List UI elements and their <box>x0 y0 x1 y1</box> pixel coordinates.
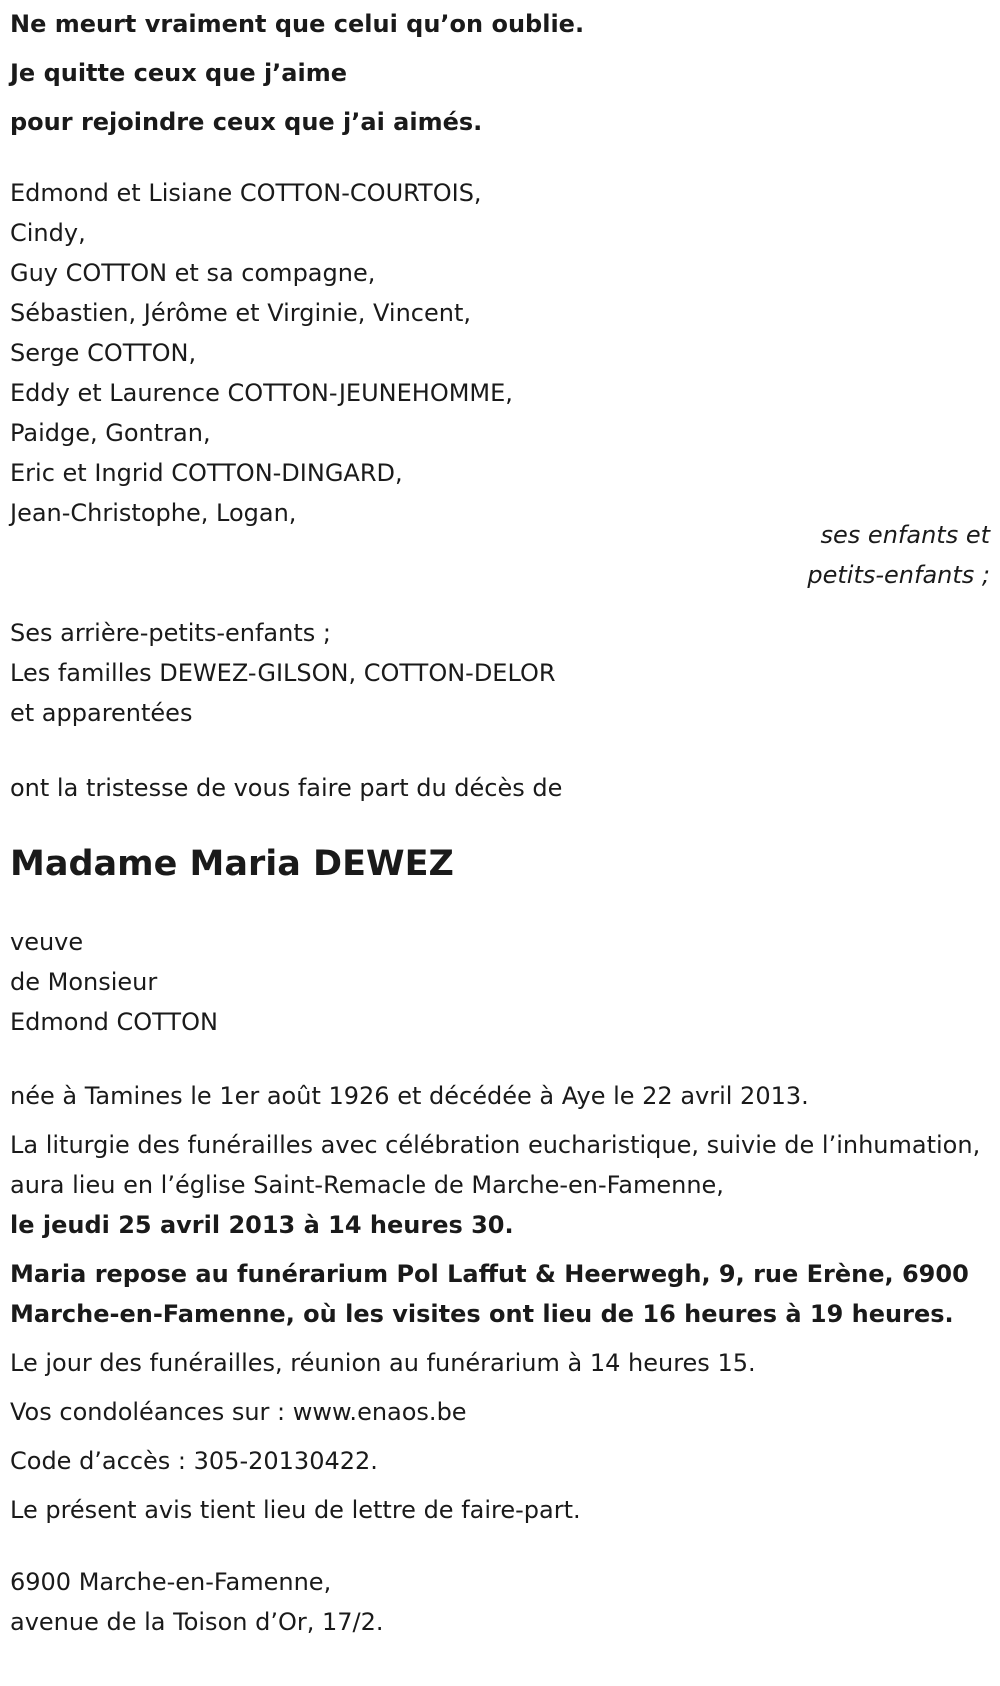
family-line: Cindy, <box>10 219 86 247</box>
widow-of-line: veuve <box>10 928 84 956</box>
family-line: Sébastien, Jérôme et Virginie, Vincent, <box>10 299 471 327</box>
notice-text: Le présent avis tient lieu de lettre de faire-part. <box>10 1496 581 1524</box>
family-line: Serge COTTON, <box>10 339 197 367</box>
birth-death-text: née à Tamines le 1er août 1926 et décédée à Aye le 22 avril 2013. <box>10 1082 809 1110</box>
address-block <box>10 1562 990 1642</box>
other-relatives-line: Ses arrière-petits-enfants ; <box>10 619 331 647</box>
quote-line-1: Ne meurt vraiment que celui qu’on oublie. <box>10 10 585 38</box>
other-relatives-line: et apparentées <box>10 699 193 727</box>
other-relatives-line: Les familles DEWEZ-GILSON, COTTON-DELOR <box>10 659 556 687</box>
family-line: Jean-Christophe, Logan, <box>10 499 297 527</box>
obituary-notice <box>10 0 990 1686</box>
family-line: Paidge, Gontran, <box>10 419 211 447</box>
quote-line-3: pour rejoindre ceux que j’ai aimés. <box>10 108 483 136</box>
announcement-text: ont la tristesse de vous faire part du décès de <box>10 774 563 802</box>
meeting-text: Le jour des funérailles, réunion au funérarium à 14 heures 15. <box>10 1349 756 1377</box>
condolences-text: Vos condoléances sur : www.enaos.be <box>10 1398 467 1426</box>
funerarium-text: Maria repose au funérarium Pol Laffut & Heerwegh, 9, rue Erène, 6900 Marche-en-Famenne, où les visites ont lieu de 16 heures à 19 heures. <box>10 1260 969 1328</box>
widow-of <box>10 922 990 1042</box>
other-relatives <box>10 613 990 733</box>
family-line: Edmond et Lisiane COTTON-COURTOIS, <box>10 179 482 207</box>
deceased-name: Madame Maria DEWEZ <box>10 844 454 884</box>
quote-line-2: Je quitte ceux que j’aime <box>10 59 348 87</box>
address-line: 6900 Marche-en-Famenne, <box>10 1568 332 1596</box>
liturgy-paragraph <box>10 1125 990 1245</box>
widow-of-line: de Monsieur <box>10 968 158 996</box>
family-role-line-1: ses enfants et <box>820 521 990 549</box>
family-line: Eric et Ingrid COTTON-DINGARD, <box>10 459 403 487</box>
family-line: Eddy et Laurence COTTON-JEUNEHOMME, <box>10 379 513 407</box>
family-line: Guy COTTON et sa compagne, <box>10 259 376 287</box>
access-code-text: Code d’accès : 305-20130422. <box>10 1447 378 1475</box>
family-role-line-2: petits-enfants ; <box>807 561 990 589</box>
liturgy-text: La liturgie des funérailles avec célébration eucharistique, suivie de l’inhumation, aura lieu en l’église Saint-Remacle de Marche-en-Famenne, <box>10 1131 981 1199</box>
widow-of-line: Edmond COTTON <box>10 1008 218 1036</box>
family-list <box>10 173 990 533</box>
liturgy-date: le jeudi 25 avril 2013 à 14 heures 30. <box>10 1211 514 1239</box>
address-line: avenue de la Toison d’Or, 17/2. <box>10 1608 384 1636</box>
